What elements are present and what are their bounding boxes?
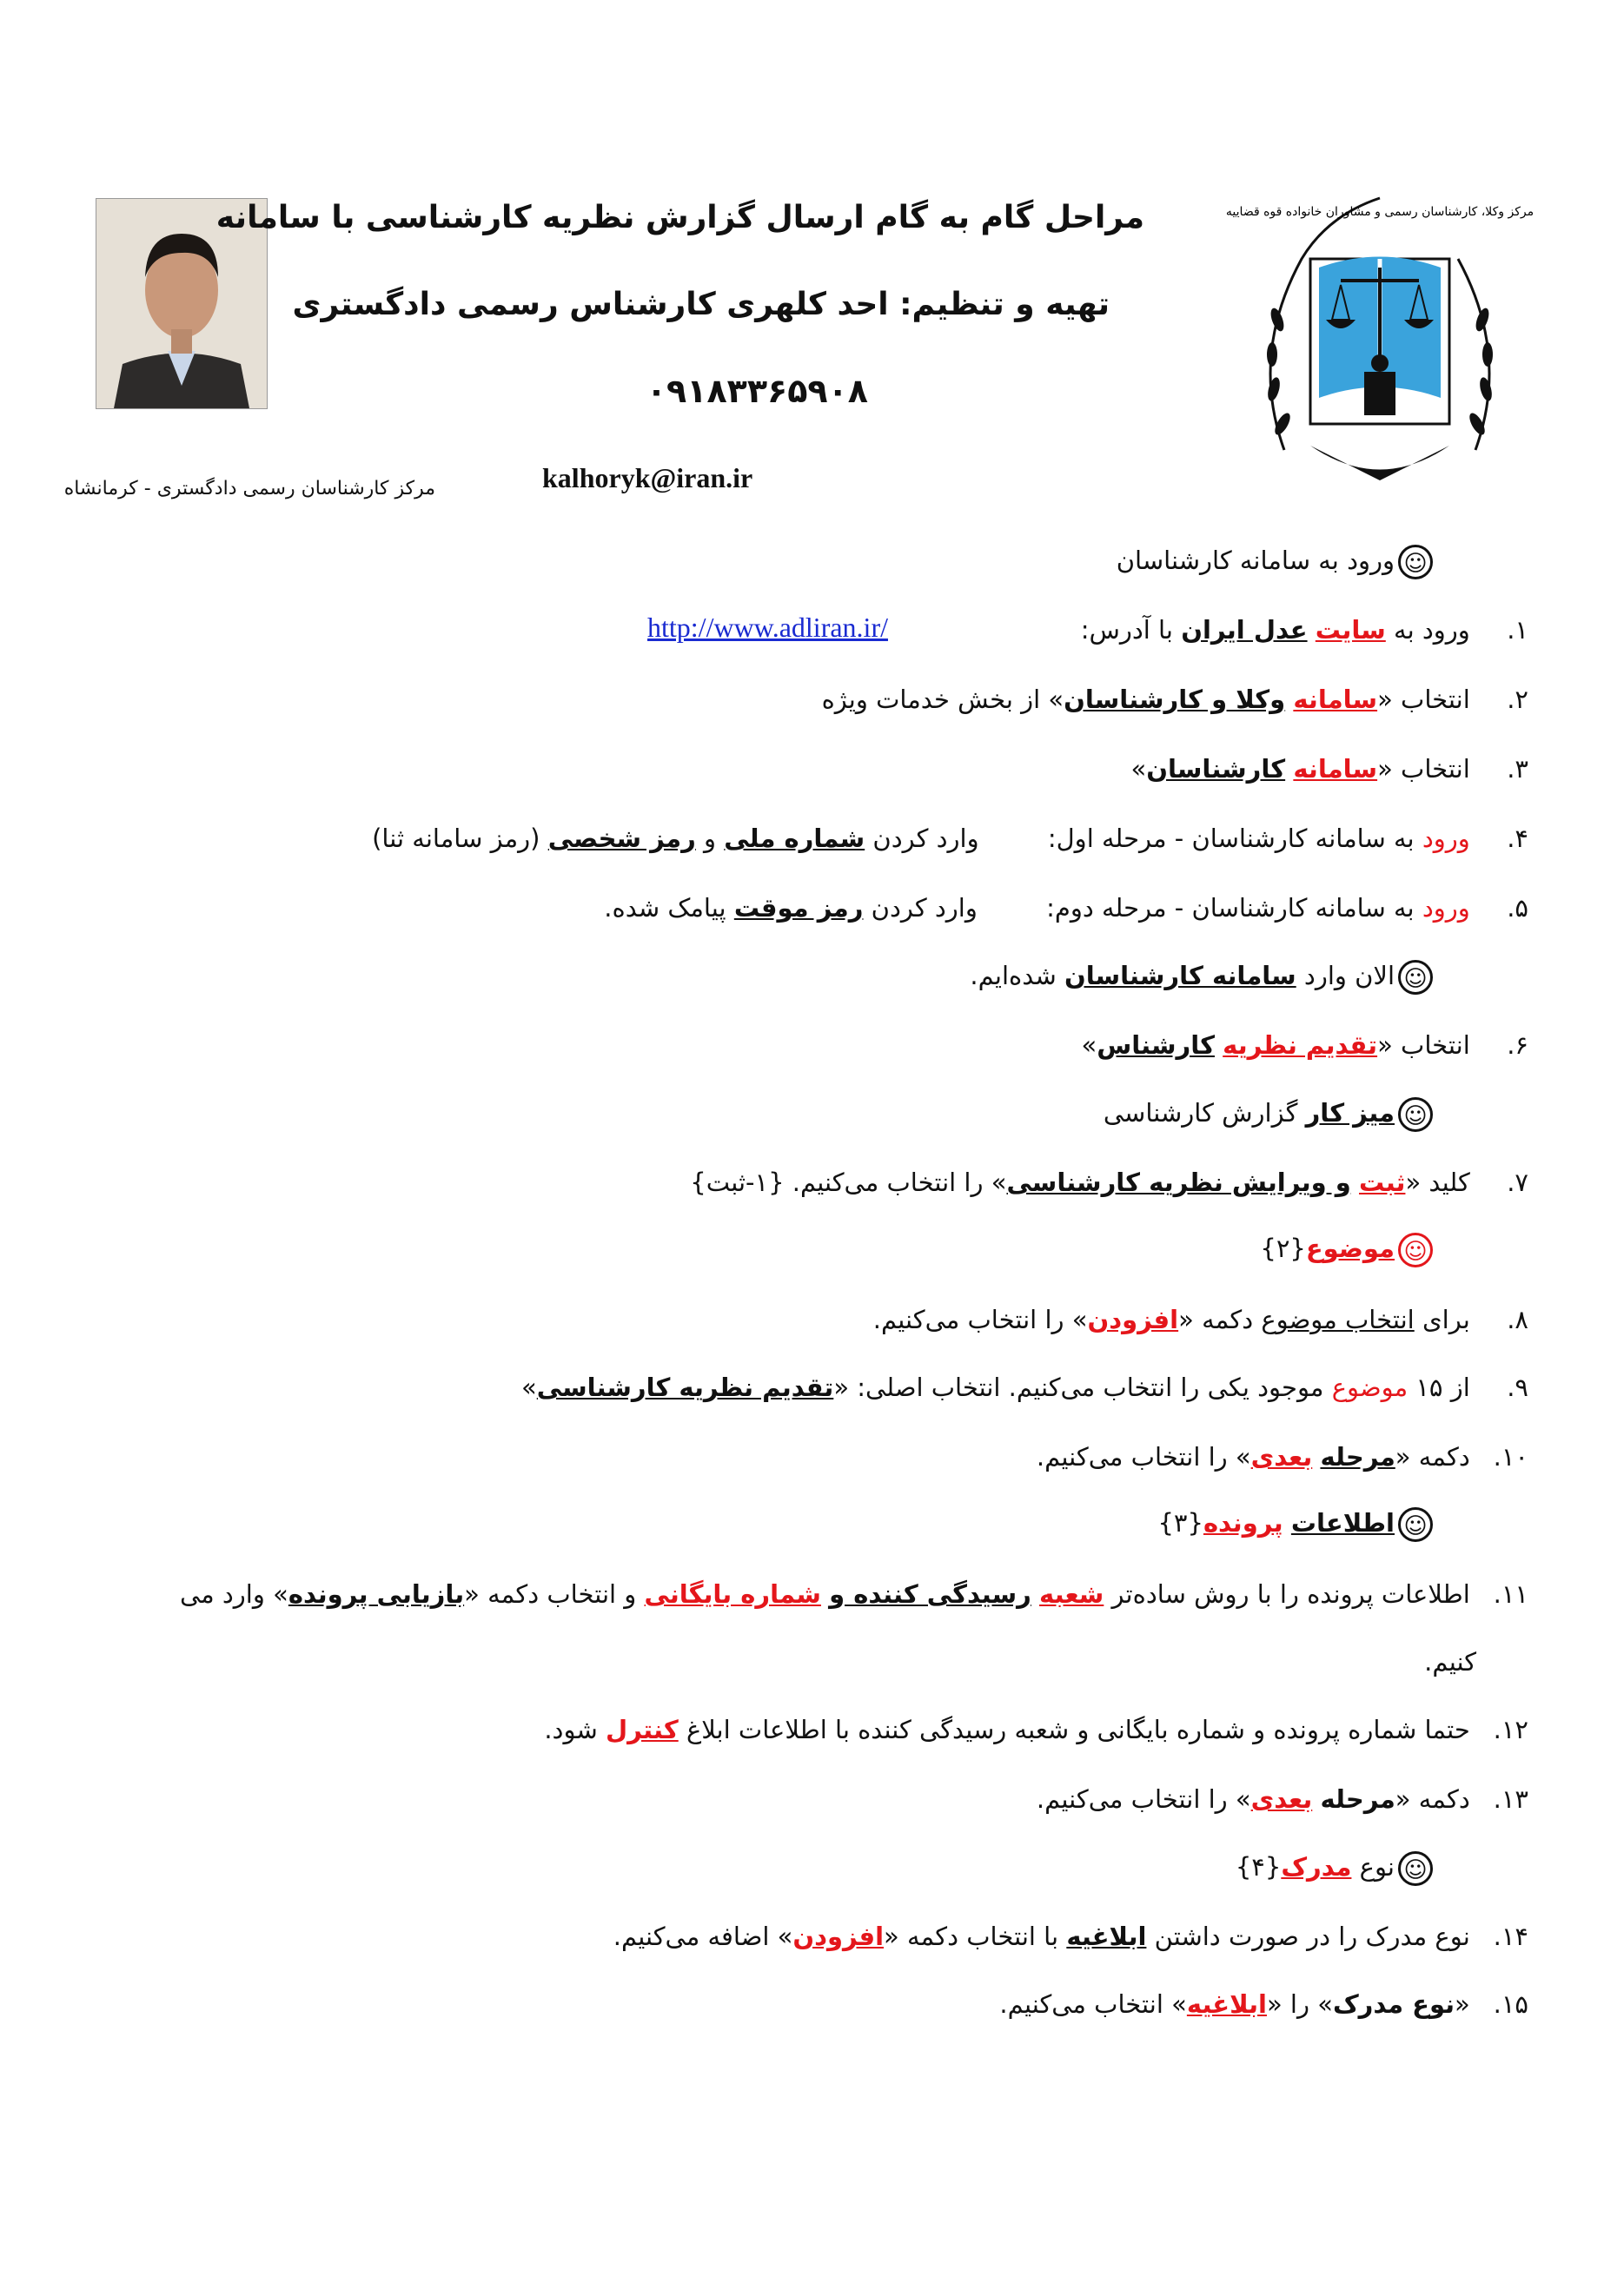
step-8: ۸. برای انتخاب موضوع دکمه «افزودن» را انتخاب می‌کنیم. (872, 1305, 1528, 1334)
adliran-link[interactable]: http://www.adliran.ir/ (647, 612, 888, 643)
section-subject: ☺موضوع{۲} (1260, 1228, 1433, 1268)
step-15: ۱۵. «نوع مدرک» را «ابلاغیه» انتخاب می‌کنیم. (999, 1989, 1528, 2019)
section-logged-in: ☺الان وارد سامانه کارشناسان شده‌ایم. (970, 956, 1433, 996)
smiley-icon: ☺ (1398, 1097, 1433, 1132)
email-address: kalhoryk@iran.ir (542, 462, 753, 493)
section-case-info: ☺اطلاعات پرونده{۳} (1157, 1503, 1433, 1543)
page-title: مراحل گام به گام ارسال گزارش نظریه کارشناسی با سامانه (215, 200, 1144, 235)
logo-text: مرکز وکلا، کارشناسان رسمی و مشاوران خانواده قوه قضاییه (1225, 205, 1535, 219)
smiley-icon: ☺ (1398, 1233, 1433, 1267)
author-line: تهیه و تنظیم: احد کلهری کارشناس رسمی دادگستری (292, 287, 1110, 322)
step-11-continued: کنیم. (1424, 1647, 1476, 1677)
logo-emblem-icon (1225, 163, 1535, 493)
judiciary-logo (1225, 163, 1535, 493)
step-10: ۱۰. دکمه «مرحله بعدی» را انتخاب می‌کنیم. (1036, 1442, 1528, 1472)
step-1: ۱. ورود به سایت عدل ایران با آدرس: (1080, 615, 1528, 645)
step-3: ۳. انتخاب «سامانه کارشناسان» (1130, 754, 1528, 784)
smiley-icon: ☺ (1398, 960, 1433, 995)
step-5: ۵. ورود به سامانه کارشناسان - مرحله دوم: وارد کردن رمز موقت پیامک شده. (604, 893, 1528, 923)
step-9: ۹. از ۱۵ موضوع موجود یکی را انتخاب می‌کنیم. انتخاب اصلی: «تقدیم نظریه کارشناسی» (521, 1373, 1528, 1402)
step-11: ۱۱. اطلاعات پرونده را با روش ساده‌تر شعبه رسیدگی کننده و شماره بایگانی و انتخاب دکمه «بازیابی پرونده» وارد می (179, 1579, 1528, 1609)
section-desk: ☺میز کار گزارش کارشناسی (1104, 1093, 1433, 1133)
step-12: ۱۲. حتما شماره پرونده و شماره بایگانی و شعبه رسیدگی کننده با اطلاعات ابلاغ کنترل شود. (544, 1715, 1528, 1744)
step-2: ۲. انتخاب «سامانه وکلا و کارشناسان» از بخش خدمات ویژه (821, 685, 1528, 714)
smiley-icon: ☺ (1398, 1851, 1433, 1886)
step-14: ۱۴. نوع مدرک را در صورت داشتن ابلاغیه با انتخاب دکمه «افزودن» اضافه می‌کنیم. (613, 1922, 1528, 1951)
smiley-icon: ☺ (1398, 1507, 1433, 1542)
step-6: ۶. انتخاب «تقدیم نظریه کارشناس» (1081, 1030, 1528, 1060)
section-login: ☺ورود به سامانه کارشناسان (1117, 540, 1433, 580)
phone-number: ۰۹۱۸۳۳۶۵۹۰۸ (646, 372, 868, 410)
smiley-icon: ☺ (1398, 545, 1433, 579)
section-document-type: ☺نوع مدرک{۴} (1236, 1847, 1433, 1887)
step-7: ۷. کلید «ثبت و ویرایش نظریه کارشناسی» را انتخاب می‌کنیم. {۱-ثبت} (690, 1168, 1528, 1197)
step-4: ۴. ورود به سامانه کارشناسان - مرحله اول: وارد کردن شماره ملی و رمز شخصی (رمز سامانه ثنا) (372, 824, 1528, 853)
center-name: مرکز کارشناسان رسمی دادگستری - کرمانشاه (63, 478, 435, 500)
step-13: ۱۳. دکمه «مرحله بعدی» را انتخاب می‌کنیم. (1036, 1784, 1528, 1814)
